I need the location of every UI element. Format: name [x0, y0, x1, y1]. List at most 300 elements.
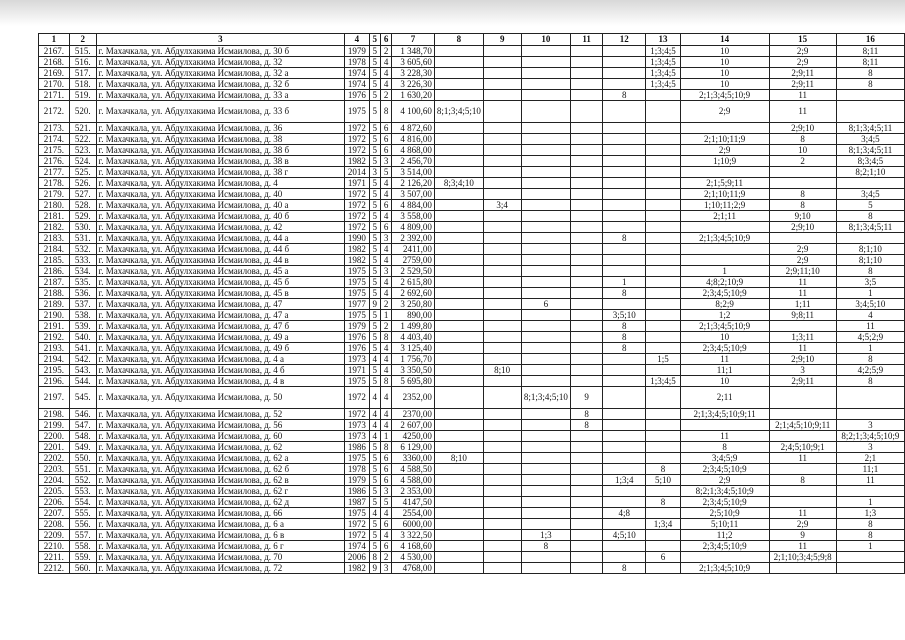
table-cell: [571, 541, 603, 552]
table-cell: 9: [369, 563, 380, 574]
table-cell: [434, 442, 483, 453]
table-cell: 8;2;9: [680, 299, 769, 310]
table-cell: [571, 178, 603, 189]
table-cell: г. Махачкала, ул. Абдулхакима Исмаилова, д. 40: [96, 189, 345, 200]
table-cell: [571, 299, 603, 310]
table-cell: 4;2;5;9: [836, 365, 904, 376]
table-cell: 3;4;5;9: [680, 453, 769, 464]
table-cell: [521, 288, 571, 299]
table-cell: [521, 156, 571, 167]
table-cell: 2173.: [39, 123, 70, 134]
table-row: [39, 365, 905, 376]
table-cell: [646, 508, 680, 519]
table-cell: [483, 453, 521, 464]
table-cell: [769, 486, 836, 497]
table-cell: [603, 409, 646, 420]
table-cell: 2205.: [39, 486, 70, 497]
table-cell: 1975: [345, 310, 369, 321]
table-cell: 2;3;4;5;10;9: [680, 497, 769, 508]
table-cell: 8;1;3;4;5;10: [434, 101, 483, 123]
table-cell: [483, 519, 521, 530]
table-cell: [434, 420, 483, 431]
table-row: [39, 189, 905, 200]
table-cell: 2188.: [39, 288, 70, 299]
table-cell: 1 348,70: [392, 46, 435, 57]
table-cell: 4768,00: [392, 563, 435, 574]
table-cell: [483, 354, 521, 365]
table-cell: 532.: [69, 244, 96, 255]
table-row: [39, 541, 905, 552]
table-cell: 1;3;4;5: [646, 57, 680, 68]
table-cell: 3 226,30: [392, 79, 435, 90]
table-cell: [521, 244, 571, 255]
table-cell: 11;1: [836, 464, 904, 475]
table-cell: [521, 233, 571, 244]
table-cell: [680, 420, 769, 431]
table-cell: 4 100,60: [392, 101, 435, 123]
table-cell: 5: [369, 277, 380, 288]
table-cell: 542.: [69, 354, 96, 365]
table-cell: 8: [603, 90, 646, 101]
table-cell: [646, 145, 680, 156]
column-header: 4: [345, 34, 369, 46]
table-cell: 5: [369, 310, 380, 321]
table-cell: г. Махачкала, ул. Абдулхакима Исмаилова, д. 62 а: [96, 453, 345, 464]
table-cell: [571, 486, 603, 497]
table-cell: 9;10: [769, 211, 836, 222]
table-cell: [836, 387, 904, 409]
table-cell: [603, 211, 646, 222]
table-cell: 5;10;11: [680, 519, 769, 530]
table-cell: 2169.: [39, 68, 70, 79]
table-cell: [680, 255, 769, 266]
table-cell: 8;11: [836, 46, 904, 57]
table-cell: [646, 277, 680, 288]
column-header: 9: [483, 34, 521, 46]
table-cell: 2;3;4;5;10;9: [680, 288, 769, 299]
table-cell: [434, 145, 483, 156]
table-cell: 2168.: [39, 57, 70, 68]
table-cell: [434, 189, 483, 200]
table-cell: 10: [769, 145, 836, 156]
table-cell: 530.: [69, 222, 96, 233]
table-cell: 4: [380, 189, 391, 200]
table-cell: [521, 211, 571, 222]
table-cell: 535.: [69, 277, 96, 288]
table-cell: [646, 255, 680, 266]
table-cell: [521, 420, 571, 431]
table-cell: [483, 211, 521, 222]
table-cell: 2: [380, 299, 391, 310]
table-row: [39, 57, 905, 68]
table-cell: [571, 453, 603, 464]
table-cell: 527.: [69, 189, 96, 200]
table-cell: 2;1;10;11;9: [680, 189, 769, 200]
table-cell: [769, 464, 836, 475]
table-cell: 2175.: [39, 145, 70, 156]
table-cell: [434, 299, 483, 310]
table-cell: 5: [369, 145, 380, 156]
table-cell: 8: [603, 233, 646, 244]
table-cell: 2177.: [39, 167, 70, 178]
table-cell: г. Махачкала, ул. Абдулхакима Исмаилова, д. 62 г: [96, 486, 345, 497]
table-cell: 11: [769, 343, 836, 354]
table-cell: [603, 387, 646, 409]
table-cell: 1976: [345, 332, 369, 343]
table-cell: 1979: [345, 46, 369, 57]
table-cell: 1974: [345, 541, 369, 552]
table-cell: 6: [380, 541, 391, 552]
table-cell: 1: [603, 277, 646, 288]
table-cell: 8: [680, 442, 769, 453]
table-cell: [521, 486, 571, 497]
table-cell: [646, 453, 680, 464]
table-cell: 1;3;11: [769, 332, 836, 343]
table-cell: 1972: [345, 409, 369, 420]
table-cell: 8: [521, 541, 571, 552]
table-cell: г. Махачкала, ул. Абдулхакима Исмаилова, д. 38 б: [96, 145, 345, 156]
table-cell: 2 607,00: [392, 420, 435, 431]
table-cell: 2;4;5;10;9;1: [769, 442, 836, 453]
table-cell: [521, 464, 571, 475]
table-cell: 5: [369, 475, 380, 486]
table-cell: 8;2;1;10: [836, 167, 904, 178]
table-cell: 1986: [345, 486, 369, 497]
table-cell: [571, 288, 603, 299]
table-cell: г. Махачкала, ул. Абдулхакима Исмаилова, д. 38 в: [96, 156, 345, 167]
table-cell: [521, 365, 571, 376]
table-cell: 4: [380, 79, 391, 90]
table-cell: 537.: [69, 299, 96, 310]
table-cell: 1972: [345, 530, 369, 541]
table-cell: [571, 354, 603, 365]
table-cell: 4: [369, 409, 380, 420]
table-cell: [571, 156, 603, 167]
table-cell: г. Махачкала, ул. Абдулхакима Исмаилова, д. 32 б: [96, 79, 345, 90]
table-cell: г. Махачкала, ул. Абдулхакима Исмаилова, д. 47 б: [96, 321, 345, 332]
table-cell: [680, 222, 769, 233]
table-cell: 2;3;4;5;10;9: [680, 464, 769, 475]
table-cell: [603, 167, 646, 178]
table-cell: [603, 222, 646, 233]
table-cell: [646, 332, 680, 343]
table-cell: 4: [380, 365, 391, 376]
table-cell: 4: [369, 420, 380, 431]
table-cell: 2207.: [39, 508, 70, 519]
table-cell: 5: [369, 442, 380, 453]
table-cell: [521, 57, 571, 68]
table-cell: [483, 552, 521, 563]
table-cell: [483, 541, 521, 552]
table-cell: 1;3: [521, 530, 571, 541]
table-cell: 10: [680, 376, 769, 387]
table-cell: 6: [380, 222, 391, 233]
table-cell: [521, 101, 571, 123]
table-cell: [603, 57, 646, 68]
table-cell: [646, 310, 680, 321]
table-cell: 518.: [69, 79, 96, 90]
table-cell: 533.: [69, 255, 96, 266]
table-cell: [603, 189, 646, 200]
table-cell: 2186.: [39, 266, 70, 277]
table-cell: [571, 134, 603, 145]
table-cell: 2 615,80: [392, 277, 435, 288]
table-cell: [521, 222, 571, 233]
table-cell: 1;3: [836, 508, 904, 519]
table-cell: [483, 332, 521, 343]
table-cell: [646, 211, 680, 222]
table-cell: 2: [380, 321, 391, 332]
table-cell: 4: [380, 178, 391, 189]
table-cell: [646, 200, 680, 211]
table-cell: 8: [646, 497, 680, 508]
table-row: [39, 442, 905, 453]
table-cell: 541.: [69, 343, 96, 354]
table-cell: 4: [380, 244, 391, 255]
table-cell: 11: [769, 90, 836, 101]
table-cell: 11: [769, 277, 836, 288]
table-cell: [646, 244, 680, 255]
table-cell: 5: [369, 134, 380, 145]
table-row: [39, 145, 905, 156]
table-cell: 8;3;4;10: [434, 178, 483, 189]
table-cell: [521, 46, 571, 57]
table-cell: 8: [646, 464, 680, 475]
table-cell: [434, 233, 483, 244]
table-cell: [571, 442, 603, 453]
table-cell: г. Махачкала, ул. Абдулхакима Исмаилова, д. 50: [96, 387, 345, 409]
table-cell: 4: [380, 420, 391, 431]
table-cell: 5: [369, 178, 380, 189]
table-cell: [434, 68, 483, 79]
table-cell: 1975: [345, 266, 369, 277]
table-cell: [483, 255, 521, 266]
table-cell: 2193.: [39, 343, 70, 354]
table-cell: г. Махачкала, ул. Абдулхакима Исмаилова, д. 47 а: [96, 310, 345, 321]
table-cell: 2184.: [39, 244, 70, 255]
table-row: [39, 156, 905, 167]
table-cell: [483, 167, 521, 178]
table-cell: [571, 101, 603, 123]
table-cell: 2370,00: [392, 409, 435, 420]
table-cell: [646, 442, 680, 453]
table-cell: 8;11: [836, 57, 904, 68]
table-cell: г. Махачкала, ул. Абдулхакима Исмаилова, д. 60: [96, 431, 345, 442]
table-cell: [483, 321, 521, 332]
table-cell: 551.: [69, 464, 96, 475]
table-cell: [603, 244, 646, 255]
table-cell: 515.: [69, 46, 96, 57]
table-cell: 1;3;4;5: [646, 376, 680, 387]
table-cell: 4: [369, 354, 380, 365]
table-cell: [571, 266, 603, 277]
table-cell: 8;1;3;4;5;11: [836, 222, 904, 233]
table-cell: 553.: [69, 486, 96, 497]
table-cell: 5: [369, 46, 380, 57]
table-cell: [646, 156, 680, 167]
table-cell: 5: [369, 57, 380, 68]
table-cell: 2 456,70: [392, 156, 435, 167]
table-cell: [483, 68, 521, 79]
table-cell: [603, 497, 646, 508]
table-cell: 560.: [69, 563, 96, 574]
table-cell: 549.: [69, 442, 96, 453]
table-cell: 6 129,00: [392, 442, 435, 453]
table-cell: г. Махачкала, ул. Абдулхакима Исмаилова, д. 32: [96, 57, 345, 68]
table-cell: 1979: [345, 321, 369, 332]
table-cell: 8: [836, 79, 904, 90]
column-header: 12: [603, 34, 646, 46]
table-cell: 539.: [69, 321, 96, 332]
table-cell: 3;4;5;10: [836, 299, 904, 310]
table-cell: 8;2;1;3;4;5;10;9: [836, 431, 904, 442]
table-cell: 2;9: [680, 475, 769, 486]
table-cell: [521, 310, 571, 321]
table-cell: 8: [769, 200, 836, 211]
table-cell: [434, 530, 483, 541]
table-cell: 4 809,00: [392, 222, 435, 233]
table-row: [39, 354, 905, 365]
table-cell: [646, 343, 680, 354]
table-cell: 8: [603, 332, 646, 343]
table-cell: 8;2;1;3;4;5;10;9: [680, 486, 769, 497]
table-cell: г. Махачкала, ул. Абдулхакима Исмаилова, д. 36: [96, 123, 345, 134]
table-cell: 2183.: [39, 233, 70, 244]
table-cell: 1975: [345, 376, 369, 387]
table-cell: 526.: [69, 178, 96, 189]
table-row: [39, 46, 905, 57]
table-cell: 4;5;2;9: [836, 332, 904, 343]
table-cell: 2352,00: [392, 387, 435, 409]
table-cell: 8: [836, 376, 904, 387]
table-cell: [521, 409, 571, 420]
table-cell: г. Махачкала, ул. Абдулхакима Исмаилова, д. 49 б: [96, 343, 345, 354]
table-cell: 8: [380, 376, 391, 387]
table-cell: 5: [369, 376, 380, 387]
table-cell: [434, 57, 483, 68]
table-cell: [483, 156, 521, 167]
table-cell: 6: [380, 145, 391, 156]
table-row: [39, 343, 905, 354]
column-header: 13: [646, 34, 680, 46]
table-row: [39, 486, 905, 497]
table-cell: 3;4: [483, 200, 521, 211]
table-cell: 2;1;11: [680, 211, 769, 222]
table-cell: [603, 354, 646, 365]
table-cell: [646, 222, 680, 233]
table-cell: 2 392,00: [392, 233, 435, 244]
table-cell: 2;9: [769, 57, 836, 68]
table-cell: [483, 288, 521, 299]
table-cell: 8: [836, 68, 904, 79]
table-cell: [434, 497, 483, 508]
table-cell: [571, 189, 603, 200]
table-cell: [603, 101, 646, 123]
table-cell: 2: [380, 552, 391, 563]
table-cell: 4: [380, 68, 391, 79]
table-cell: [434, 343, 483, 354]
table-cell: 2180.: [39, 200, 70, 211]
table-cell: г. Махачкала, ул. Абдулхакима Исмаилова, д. 6 в: [96, 530, 345, 541]
table-cell: 5: [369, 200, 380, 211]
table-cell: [836, 101, 904, 123]
table-row: [39, 420, 905, 431]
table-cell: 8: [603, 288, 646, 299]
table-cell: 10: [680, 68, 769, 79]
table-cell: [769, 167, 836, 178]
table-cell: 1975: [345, 277, 369, 288]
table-cell: 1972: [345, 387, 369, 409]
table-cell: 6: [380, 519, 391, 530]
table-cell: [646, 101, 680, 123]
table-cell: [571, 90, 603, 101]
table-cell: 8: [380, 332, 391, 343]
table-cell: [483, 431, 521, 442]
table-cell: г. Махачкала, ул. Абдулхакима Исмаилова, д. 4 б: [96, 365, 345, 376]
table-cell: 525.: [69, 167, 96, 178]
table-cell: [521, 277, 571, 288]
table-cell: 8: [836, 354, 904, 365]
table-cell: 4: [380, 508, 391, 519]
table-cell: 2014: [345, 167, 369, 178]
table-cell: 10: [680, 46, 769, 57]
table-cell: [483, 376, 521, 387]
table-cell: 5: [369, 255, 380, 266]
table-cell: 2201.: [39, 442, 70, 453]
table-cell: 2: [380, 46, 391, 57]
table-cell: [680, 167, 769, 178]
table-cell: 1974: [345, 79, 369, 90]
table-cell: 1982: [345, 255, 369, 266]
table-cell: 2;1: [836, 453, 904, 464]
table-row: [39, 222, 905, 233]
table-cell: 6000,00: [392, 519, 435, 530]
table-cell: [571, 255, 603, 266]
table-cell: 8: [836, 211, 904, 222]
table-cell: г. Махачкала, ул. Абдулхакима Исмаилова, д. 62 в: [96, 475, 345, 486]
table-cell: [571, 145, 603, 156]
table-cell: [836, 552, 904, 563]
table-cell: 1;3;4;5: [646, 79, 680, 90]
table-cell: 2;11: [680, 387, 769, 409]
table-cell: г. Махачкала, ул. Абдулхакима Исмаилова, д. 45 в: [96, 288, 345, 299]
table-body: [39, 46, 905, 574]
table-cell: 4 868,00: [392, 145, 435, 156]
table-cell: 521.: [69, 123, 96, 134]
table-cell: 1 630,20: [392, 90, 435, 101]
table-cell: 519.: [69, 90, 96, 101]
table-row: [39, 288, 905, 299]
table-row: [39, 530, 905, 541]
table-cell: [483, 123, 521, 134]
table-cell: [769, 431, 836, 442]
table-cell: [521, 453, 571, 464]
table-cell: 1;2: [680, 310, 769, 321]
table-cell: [646, 420, 680, 431]
table-cell: 1975: [345, 101, 369, 123]
table-cell: г. Махачкала, ул. Абдулхакима Исмаилова, д. 70: [96, 552, 345, 563]
table-cell: [836, 90, 904, 101]
table-cell: 528.: [69, 200, 96, 211]
table-cell: 8: [836, 519, 904, 530]
table-cell: 3: [380, 233, 391, 244]
table-cell: 1973: [345, 354, 369, 365]
table-cell: [483, 222, 521, 233]
table-cell: 8;3;4;5: [836, 156, 904, 167]
table-cell: 2176.: [39, 156, 70, 167]
table-cell: 558.: [69, 541, 96, 552]
table-row: [39, 409, 905, 420]
